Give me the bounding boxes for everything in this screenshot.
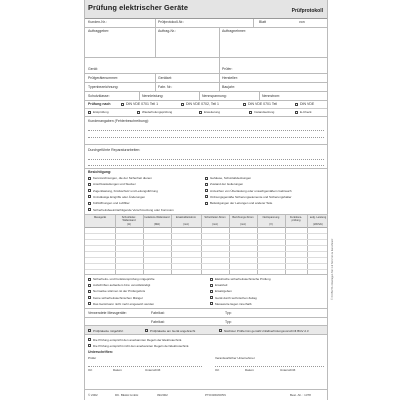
naechster-prueftermin-checkbox[interactable]: [219, 329, 222, 332]
form-title: Prüfung elektrischer Geräte: [88, 3, 189, 12]
result-right-label-4: Messwerte liegen innerhalb: [215, 301, 252, 306]
unterschrift-label-1: Unterschrift: [145, 368, 161, 372]
naechster-prueftermin-label: Nächster Prüftermin gemäß Unfallverhütungsvorschrift BGV A 3: [224, 328, 309, 333]
footer-best-nr: Best.-Nr. : 1378: [290, 393, 311, 397]
besichtigung-left-label-5: Sicherheitsbeeinträchtigende Verschmutzung oder Korrosion: [93, 207, 174, 212]
footer-company: DK. BEHA GmbH: [115, 393, 139, 397]
blatt-label: Blatt: [259, 20, 267, 24]
protocol-label: Prüfprotokoll: [291, 8, 323, 14]
row-pruefung-nach: [85, 101, 327, 117]
table-unit-5: (mA): [240, 223, 246, 226]
result-left-label-0: Sicherheits- und Funktionsprüfung mitgeprüfte: [93, 277, 155, 281]
result-left-checkbox-2[interactable]: [88, 290, 91, 293]
result-left-checkbox-3[interactable]: [88, 296, 91, 299]
besichtigung-right-checkbox-1[interactable]: [205, 183, 208, 186]
result-right-label-1: Ersatzteil: [215, 283, 228, 288]
verantwortlicher-label: Verantwortlicher Unternehmer: [215, 356, 255, 360]
pruefplakette-angebracht-checkbox[interactable]: [145, 329, 148, 332]
din-vde-checkbox[interactable]: [295, 103, 298, 106]
baujahr-label: Baujahr:: [222, 85, 236, 89]
din-0701-teil-checkbox[interactable]: [243, 103, 246, 106]
wiederholungspruefung-checkbox[interactable]: [137, 111, 140, 114]
result-right-label-0: Elektrische sicherheitstechnische Prüfung: [215, 277, 271, 281]
besichtigung-right-label-4: Befestigungen der Leitungen und anderer Teile: [210, 201, 273, 206]
nennleistung-label: Nennleistung:: [142, 94, 164, 98]
table-row-4: [85, 251, 327, 252]
footer-copyright: © 2002: [88, 393, 98, 397]
din-0701-label: DIN VDE 0701 Teil 1: [126, 102, 159, 106]
besichtigung-section: [85, 169, 327, 215]
erstpruefung-checkbox[interactable]: [88, 111, 91, 114]
row-pruefplakette: [85, 326, 327, 335]
typ-label-1: Typ:: [225, 311, 232, 315]
pruefprotokoll-form: [84, 0, 334, 400]
erweiterung-label: Erweiterung: [204, 110, 221, 114]
besichtigung-left-label-2: Zugentlastung, Knickschutz und Leitungsführung: [93, 188, 158, 193]
result-right-label-3: Gerät durch technischen Zeilag: [215, 295, 257, 300]
pruefer-label: Prüfer:: [222, 67, 233, 71]
unterschriften-label: Unterschriften:: [88, 350, 114, 354]
table-row-1: [85, 233, 327, 234]
besichtigung-left-label-0: Kennzeichnungen, die der Sicherheit dienen: [93, 176, 152, 180]
pruefgeraete-label: Prüfgerätenummer:: [88, 76, 119, 80]
besichtigung-right-checkbox-0[interactable]: [205, 177, 208, 180]
nennspannung-label: Nennspannung:: [202, 94, 227, 98]
table-unit-1: (Ω): [127, 223, 131, 226]
table-unit-4: (mA): [212, 223, 218, 226]
table-row-5: [85, 257, 327, 258]
table-row-6: [85, 263, 327, 264]
footer-article: PTO3360/005N: [205, 393, 226, 397]
measurement-table: [85, 215, 327, 275]
result-left-checkbox-4[interactable]: [88, 302, 91, 305]
entspricht-checkbox[interactable]: [88, 338, 91, 341]
ort-label-2: Ort: [215, 368, 220, 372]
table-row-3: [85, 245, 327, 246]
fabr-nr-label: Fabr. Nr.:: [158, 85, 173, 89]
fabrikat-label-2: Fabrikat:: [151, 320, 165, 324]
table-header-5: Berührungs-Strom: [232, 216, 254, 219]
table-unit-3: (mA): [183, 223, 189, 226]
pruefer-sign-label: Prüfer: [88, 356, 97, 360]
row-fabrikat-2: [85, 318, 327, 326]
din-0701-checkbox[interactable]: [121, 103, 124, 106]
row-verwendete-messgeraete: [85, 309, 327, 318]
nennstrom-label: Nennstrom:: [262, 94, 281, 98]
auftraggeber-label: Auftraggeber:: [88, 29, 110, 33]
geraet-label: Gerät:: [88, 67, 98, 71]
row-geraet: [85, 58, 327, 74]
kunden-nr-label: Kunden-Nr.:: [88, 20, 107, 24]
ergebnis-section: [85, 335, 327, 383]
table-header-8: aufg. Leistung: [309, 216, 327, 219]
pruefplakette-mitgefuehrt-label: Prüfplakette mitgeführt: [93, 328, 124, 333]
result-right-checkbox-0[interactable]: [210, 278, 213, 281]
row-kunden: [85, 19, 327, 28]
fabrikat-label-1: Fabrikat:: [151, 311, 165, 315]
row-schutzklasse: [85, 92, 327, 101]
table-header-3: Ersatzableitstrom: [175, 216, 197, 219]
besichtigung-left-checkbox-1[interactable]: [88, 183, 91, 186]
kundenangaben-section: [85, 117, 327, 145]
unterschrift-label-2: Unterschrift: [280, 368, 296, 372]
e-check-label: E-Check: [300, 110, 312, 114]
besichtigung-right-label-3: Ordnungsgemäße Sicherungselemente und Sicherungshalter: [210, 194, 292, 199]
ort-label-1: Ort: [88, 368, 93, 372]
auftrag-nr-label: Auftrag-Nr.:: [158, 29, 176, 33]
instandsetzung-checkbox[interactable]: [249, 111, 252, 114]
row-pruefgeraete: [85, 74, 327, 83]
din-0702-label: DIN VDE 0702, Teil 1: [186, 102, 220, 106]
besichtigung-left-checkbox-4[interactable]: [88, 202, 91, 205]
pruefprotokoll-nr-label: Prüfprotokoll-Nr.:: [158, 20, 185, 24]
result-left-checkbox-0[interactable]: [88, 278, 91, 281]
result-right-checkbox-2[interactable]: [210, 290, 213, 293]
table-row-7: [85, 269, 327, 270]
form-sheet: [84, 0, 400, 400]
besichtigung-right-label-2: Anzeichen von Überlastung oder unsachgemäßem Gebrauch: [210, 188, 292, 193]
besichtigung-left-checkbox-5[interactable]: [88, 208, 91, 211]
besichtigung-label: Besichtigung:: [88, 170, 112, 174]
footer-date: 09/2002: [157, 393, 168, 397]
datum-label-2: Datum: [245, 368, 254, 372]
instandsetzung-label: Instandsetzung: [254, 110, 275, 114]
table-header-6: Netzspannung: [262, 216, 280, 219]
besichtigung-left-label-4: Kühlöffnungen und Luftfilter: [93, 201, 130, 206]
besichtigung-right-checkbox-4[interactable]: [205, 202, 208, 205]
din-0701-teil-label: DIN VDE 0701 Teil: [248, 102, 278, 106]
result-left-label-1: Aufschriften außerdem bzw. vervollständigt: [93, 283, 151, 288]
reparatur-section: [85, 145, 327, 169]
results-section: [85, 275, 327, 309]
typ-label-2: Typ:: [225, 320, 232, 324]
verwendete-messgeraete-label: Verwendete Messgeräte:: [88, 311, 127, 315]
side-note: © DK/BEHA Unterlagen Teil 1 & Teil 2 ist zu berechnen!: [331, 238, 334, 300]
pruefplakette-angebracht-label: Prüfplakette am Gerät angebracht: [150, 328, 196, 333]
besichtigung-left-label-1: Anschlussleitungen und Stecker: [93, 182, 136, 187]
pruefung-nach-label: Prüfung nach: [88, 102, 111, 106]
besichtigung-right-label-1: Zustand der Isolierungen: [210, 182, 244, 187]
row-typen: [85, 83, 327, 92]
form-footer: [85, 389, 327, 400]
hersteller-label: Hersteller:: [222, 76, 238, 80]
pruefplakette-mitgefuehrt-checkbox[interactable]: [88, 329, 91, 332]
besichtigung-left-label-3: Unzulässige Eingriffe oder Änderungen: [93, 194, 146, 199]
entspricht-label: Die Prüfung entspricht den anerkannten Regeln der Elektrotechnik.: [93, 337, 183, 342]
result-right-checkbox-4[interactable]: [210, 302, 213, 305]
result-left-label-3: Keine sicherheitstechnischen Mängel: [93, 295, 143, 300]
table-header-2: Isolations-Widerstand: [144, 216, 170, 219]
table-unit-2: (MΩ): [154, 223, 160, 226]
result-left-checkbox-1[interactable]: [88, 284, 91, 287]
table-header-4: Schutzleiter-Strom: [204, 216, 226, 219]
table-row-2: [85, 239, 327, 240]
besichtigung-right-label-0: Gehäuse, Schutzabdeckungen: [210, 176, 252, 180]
besichtigung-left-checkbox-3[interactable]: [88, 195, 91, 198]
table-unit-6: (V): [269, 223, 273, 226]
erweiterung-checkbox[interactable]: [199, 111, 202, 114]
besichtigung-left-checkbox-0[interactable]: [88, 177, 91, 180]
besichtigung-left-checkbox-2[interactable]: [88, 189, 91, 192]
table-unit-8: (kW/VA): [313, 223, 323, 226]
kundenangaben-label: Kundenangaben (Fehlerbeschreibung):: [88, 119, 149, 123]
reparatur-label: Durchgeführte Reparaturarbeiten:: [88, 148, 141, 152]
result-right-checkbox-3[interactable]: [210, 296, 213, 299]
entspricht-nicht-checkbox[interactable]: [88, 344, 91, 347]
table-header-0: Messgerät: [93, 216, 107, 219]
besichtigung-right-checkbox-2[interactable]: [205, 189, 208, 192]
besichtigung-right-checkbox-3[interactable]: [205, 195, 208, 198]
erstpruefung-label: Erstprüfung: [93, 110, 109, 114]
table-header-1: Schutzleiter-Widerstand: [121, 216, 137, 222]
schutzklasse-label: Schutzklasse:: [88, 94, 110, 98]
datum-label-1: Datum: [113, 368, 122, 372]
e-check-checkbox[interactable]: [295, 111, 298, 114]
von-label: von: [299, 20, 305, 24]
form-header: [85, 0, 327, 19]
typenbezeichnung-label: Typenbezeichnung:: [88, 85, 119, 89]
din-vde-label: DIN VDE: [300, 102, 315, 106]
result-right-label-2: Ersatzgeben: [215, 289, 232, 294]
din-0702-checkbox[interactable]: [181, 103, 184, 106]
auftragnehmer-label: Auftragnehmer:: [222, 29, 247, 33]
result-left-label-2: Normative störmen ist der Prüfergebnis: [93, 289, 146, 294]
entspricht-nicht-label: Die Prüfung entspricht nicht den anerkannten Regeln der Elektrotechnik.: [93, 343, 190, 348]
wiederholungspruefung-label: Wiederholungsprüfung: [142, 110, 173, 114]
table-header-7: Funktions-prüfung: [289, 216, 303, 222]
row-auftraggeber: [85, 28, 327, 58]
result-left-label-4: Das Gerät kann nicht mehr eingesetzt werden: [93, 301, 155, 306]
geraetart-label: Gerätart:: [158, 76, 172, 80]
result-right-checkbox-1[interactable]: [210, 284, 213, 287]
